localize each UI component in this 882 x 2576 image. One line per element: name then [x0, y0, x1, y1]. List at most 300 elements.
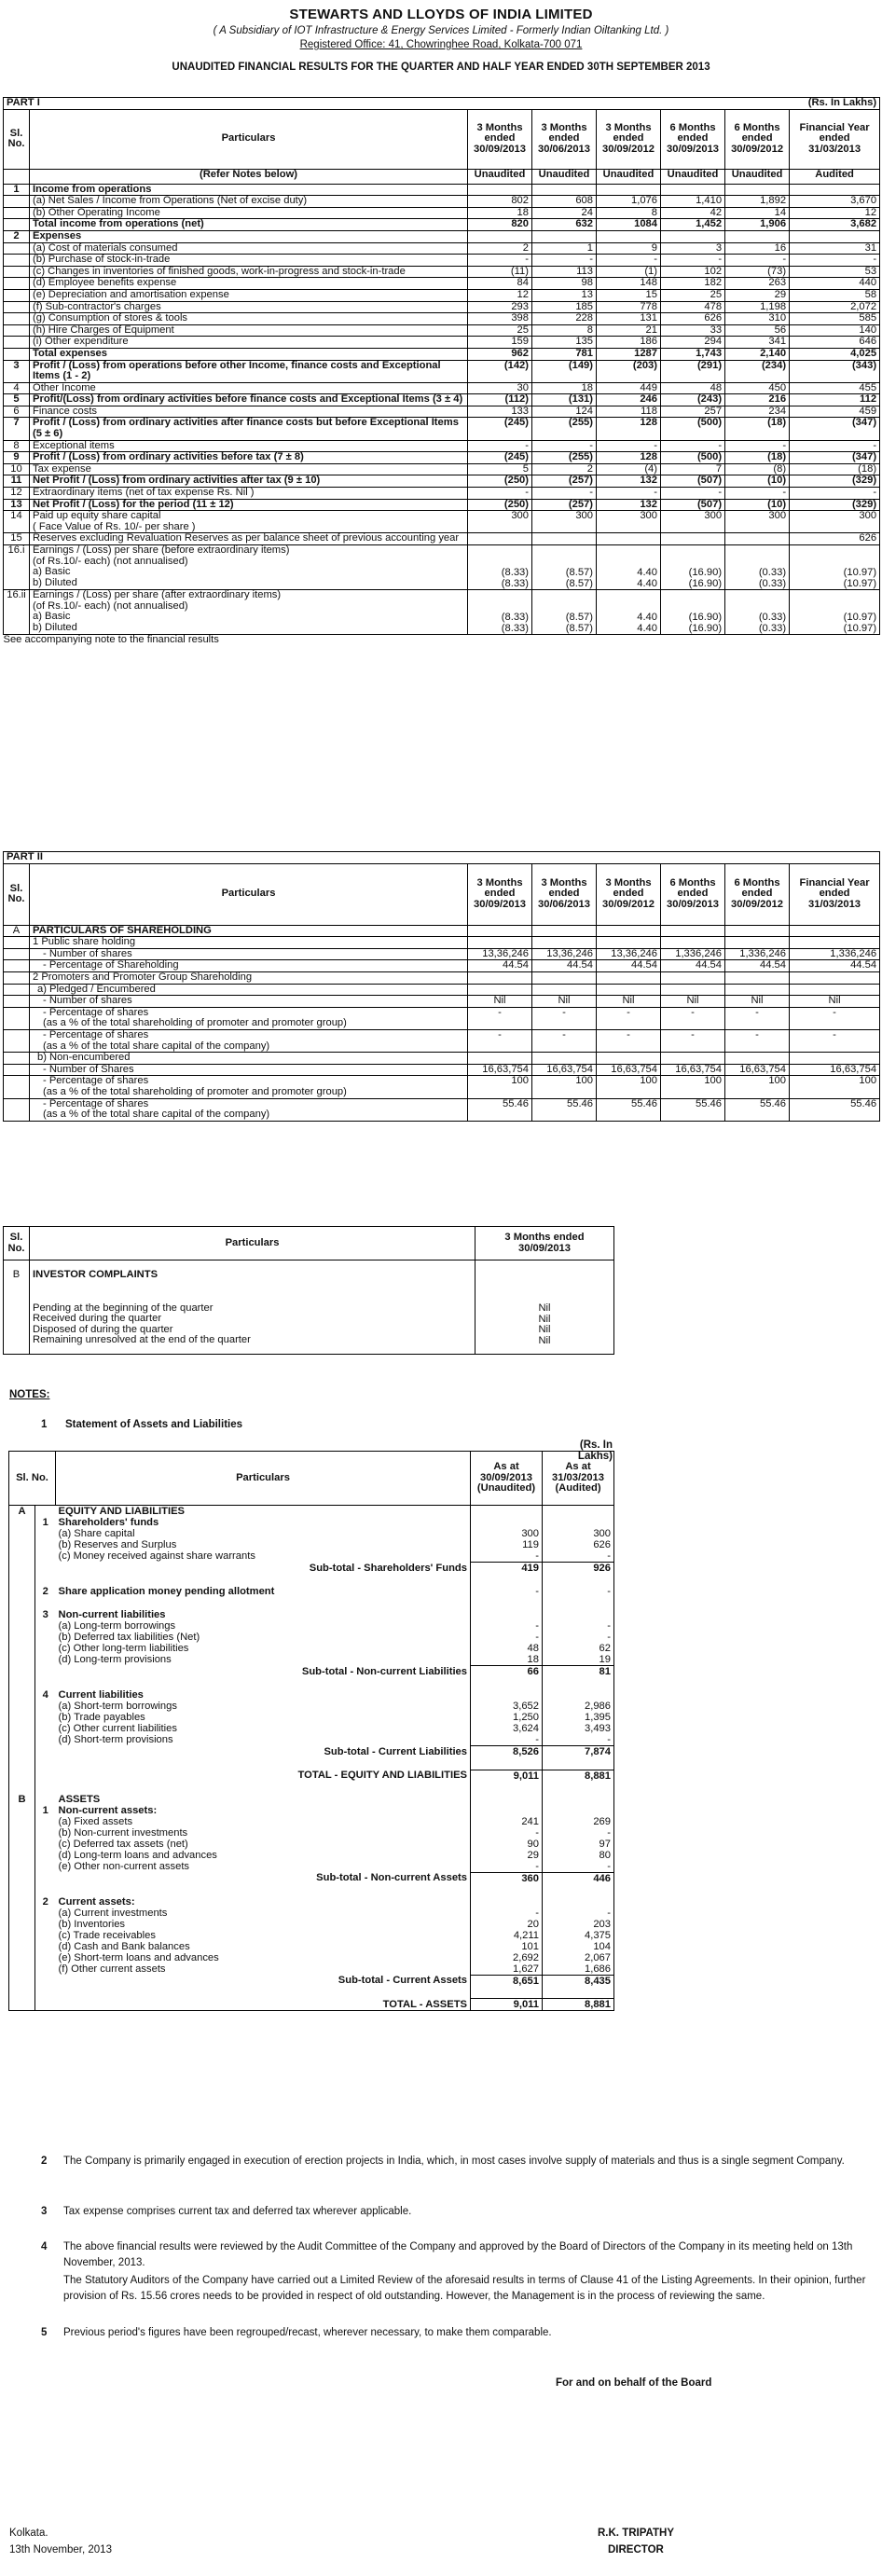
row-value — [725, 533, 790, 545]
bs-subsection — [35, 1839, 56, 1850]
bs-particulars: (d) Long-term loans and advances — [58, 1849, 217, 1861]
bs-row — [9, 1987, 614, 1999]
row-value: 133 — [468, 406, 532, 418]
row-value: (257) — [532, 475, 597, 488]
row-sl: 3 — [4, 360, 30, 382]
bs-particulars: (b) Trade payables — [58, 1712, 145, 1723]
row-value: 4.40 4.40 — [597, 590, 661, 635]
note-2-text: The Company is primarily engaged in execution of erection projects in India, which, in most cases involve supply of materials and thus is a single segment Company. — [63, 2156, 845, 2167]
bs-row — [9, 1528, 614, 1539]
bs-value-previous: 80 — [543, 1850, 614, 1861]
bs-value-previous: 8,881 — [543, 1999, 614, 2011]
bs-value-current: 360 — [471, 1872, 543, 1884]
note-4-text-a: The above financial results were reviewed by the Audit Committee of the Company and approved by the Board of Directors of the Company in its meeting held on 13th November, 2013. — [63, 2241, 853, 2268]
bs-particulars: EQUITY AND LIABILITIES — [58, 1506, 186, 1517]
bs-value-current — [471, 1574, 543, 1586]
bs-row — [9, 1597, 614, 1609]
complaint-label: Received during the quarter — [33, 1313, 162, 1325]
bs-row — [9, 1539, 614, 1550]
row-value: - — [597, 488, 661, 500]
row-value: 459 — [790, 406, 880, 418]
bs-subsection — [35, 1563, 56, 1575]
bs-value-current: - — [471, 1734, 543, 1746]
bs-value-previous — [543, 1987, 614, 1999]
row-value — [725, 1053, 790, 1065]
part-2-row — [4, 1064, 880, 1076]
bs-subsection — [35, 1550, 56, 1563]
row-value: 216 — [725, 394, 790, 406]
row-value: - — [597, 440, 661, 452]
row-value: 2,072 — [790, 301, 880, 313]
bs-value-current — [471, 1896, 543, 1908]
part-2-row — [4, 1007, 880, 1029]
row-value — [532, 533, 597, 545]
row-sl — [4, 948, 30, 960]
bs-section — [9, 1908, 35, 1919]
row-value: (0.33) (0.33) — [725, 545, 790, 590]
row-sl: 2 — [4, 230, 30, 242]
bs-value-previous — [543, 1517, 614, 1528]
row-value: - — [790, 1007, 880, 1029]
part-1-row — [4, 511, 880, 533]
row-particulars: Net Profit / (Loss) for the period (11 ± 12) — [30, 499, 468, 511]
row-value: 131 — [597, 313, 661, 325]
inv-col-particulars: Particulars — [30, 1227, 475, 1260]
status-3: Unaudited — [597, 169, 661, 184]
part-1-row — [4, 230, 880, 242]
row-particulars: (h) Hire Charges of Equipment — [30, 324, 468, 337]
row-sl — [4, 337, 30, 349]
bs-subsection — [35, 1746, 56, 1758]
row-value: 159 — [468, 337, 532, 349]
bs-row — [9, 1574, 614, 1586]
row-value — [532, 937, 597, 949]
row-value: 1,906 — [725, 219, 790, 231]
row-value: (73) — [725, 266, 790, 278]
row-value: 100 — [532, 1076, 597, 1098]
row-particulars: Exceptional items — [30, 440, 468, 452]
bs-section — [9, 1677, 35, 1689]
bs-value-previous: 2,067 — [543, 1952, 614, 1963]
bs-subsection — [35, 1908, 56, 1919]
bs-subsection — [35, 1734, 56, 1746]
row-value: (329) — [790, 499, 880, 511]
row-value: 84 — [468, 278, 532, 290]
row-value — [597, 971, 661, 984]
col-header-3: 3 Months ended 30/09/2012 — [597, 109, 661, 169]
row-value — [532, 184, 597, 196]
row-value: - — [661, 488, 725, 500]
row-value: 257 — [661, 406, 725, 418]
bs-subsection — [35, 1782, 56, 1794]
bs-subsection — [35, 1632, 56, 1643]
row-value: 124 — [532, 406, 597, 418]
row-value: 300 — [725, 511, 790, 533]
bs-value-previous: 626 — [543, 1539, 614, 1550]
row-value: 128 — [597, 418, 661, 440]
row-value: 2 — [532, 463, 597, 475]
note-1-number: 1 — [41, 1419, 48, 1430]
row-value: 44.54 — [532, 960, 597, 972]
bs-row — [9, 1839, 614, 1850]
bs-section — [9, 1632, 35, 1643]
bs-section — [9, 1827, 35, 1839]
bs-value-current: 1,250 — [471, 1712, 543, 1723]
row-value — [725, 971, 790, 984]
bs-particulars: Sub-total - Non-current Assets — [316, 1872, 467, 1883]
bs-row — [9, 1550, 614, 1563]
bs-col-1: As at 30/09/2013 (Unaudited) — [471, 1452, 543, 1506]
row-value: 1,336,246 — [661, 948, 725, 960]
bs-subsection — [35, 1861, 56, 1873]
note-5-number: 5 — [41, 2327, 48, 2338]
col-header-1: 3 Months ended 30/09/2013 — [468, 109, 532, 169]
bs-value-previous: 2,986 — [543, 1701, 614, 1712]
bs-particulars — [56, 1782, 471, 1794]
row-value: - — [532, 1007, 597, 1029]
bs-row — [9, 1827, 614, 1839]
row-value: 55.46 — [597, 1098, 661, 1121]
row-value: - — [532, 440, 597, 452]
row-value: 1,336,246 — [790, 948, 880, 960]
bs-row — [9, 1963, 614, 1976]
row-value: 1 — [532, 242, 597, 255]
row-value: - — [468, 255, 532, 267]
row-value: 228 — [532, 313, 597, 325]
complaint-label: Remaining unresolved at the end of the quarter — [33, 1334, 251, 1346]
row-sl — [4, 1064, 30, 1076]
col-particulars-header: Particulars — [30, 109, 468, 169]
bs-particulars: (b) Reserves and Surplus — [58, 1539, 177, 1550]
bs-row — [9, 1734, 614, 1746]
row-value — [661, 971, 725, 984]
part-1-row — [4, 590, 880, 635]
row-particulars: Net Profit / (Loss) from ordinary activities after tax (9 ± 10) — [30, 475, 468, 488]
bs-section — [9, 1666, 35, 1678]
bs-section — [9, 1975, 35, 1987]
part-1-row — [4, 266, 880, 278]
row-sl — [4, 289, 30, 301]
p2-col-sl-header: Sl. No. — [4, 863, 30, 925]
part-1-row — [4, 488, 880, 500]
bs-particulars — [56, 1597, 471, 1609]
part-1-section — [0, 97, 882, 646]
bs-row — [9, 1746, 614, 1758]
bs-value-previous: 1,395 — [543, 1712, 614, 1723]
bs-value-current: 3,652 — [471, 1701, 543, 1712]
row-value: 585 — [790, 313, 880, 325]
bs-subsection — [35, 1677, 56, 1689]
row-value: 294 — [661, 337, 725, 349]
bs-value-current: - — [471, 1632, 543, 1643]
row-value: 1,336,246 — [725, 948, 790, 960]
row-value — [597, 184, 661, 196]
row-value: - — [532, 255, 597, 267]
status-1: Unaudited — [468, 169, 532, 184]
row-value: 3,682 — [790, 219, 880, 231]
bs-value-current — [471, 1517, 543, 1528]
bs-row — [9, 1770, 614, 1782]
row-value — [468, 230, 532, 242]
complaint-value: Nil — [538, 1334, 551, 1346]
bs-value-previous — [543, 1506, 614, 1518]
bs-value-previous: 203 — [543, 1919, 614, 1930]
row-value: (10.97) (10.97) — [790, 590, 880, 635]
bs-value-previous: 81 — [543, 1666, 614, 1678]
bs-section — [9, 1517, 35, 1528]
row-value: 2 — [468, 242, 532, 255]
notes-heading: NOTES: — [9, 1389, 50, 1400]
row-value: - — [725, 1029, 790, 1052]
p2-col-header-2: 3 Months ended 30/06/2013 — [532, 863, 597, 925]
bs-value-previous: 4,375 — [543, 1930, 614, 1941]
bs-section — [9, 1850, 35, 1861]
row-value: (343) — [790, 360, 880, 382]
row-value: 1,076 — [597, 196, 661, 208]
bs-row — [9, 1908, 614, 1919]
row-value — [661, 937, 725, 949]
bs-particulars: (b) Non-current investments — [58, 1826, 188, 1839]
row-value: (243) — [661, 394, 725, 406]
bs-subsection — [35, 1794, 56, 1805]
bs-subsection — [35, 1952, 56, 1963]
bs-row — [9, 1930, 614, 1941]
row-value: 293 — [468, 301, 532, 313]
row-value: 48 — [661, 382, 725, 394]
bs-subsection — [35, 1975, 56, 1987]
col-header-4: 6 Months ended 30/09/2013 — [661, 109, 725, 169]
row-value: 44.54 — [597, 960, 661, 972]
row-value: (329) — [790, 475, 880, 488]
bs-value-current: - — [471, 1908, 543, 1919]
bs-row — [9, 1563, 614, 1575]
row-value: 1084 — [597, 219, 661, 231]
row-value: (245) — [468, 452, 532, 464]
row-value: 55.46 — [725, 1098, 790, 1121]
row-particulars: Income from operations — [30, 184, 468, 196]
bs-value-current — [471, 1794, 543, 1805]
row-value: (10) — [725, 499, 790, 511]
row-value: 55.46 — [468, 1098, 532, 1121]
inv-section-letter: B — [4, 1260, 30, 1355]
bs-value-current: 1,627 — [471, 1963, 543, 1976]
inv-col-sl: Sl. No. — [4, 1227, 30, 1260]
row-sl: 1 — [4, 184, 30, 196]
row-particulars: Profit / (Loss) from operations before other Income, finance costs and Exceptional Items (1 - 2) — [30, 360, 468, 382]
row-particulars: a) Pledged / Encumbered — [30, 984, 468, 996]
row-value: (0.33) (0.33) — [725, 590, 790, 635]
row-value — [597, 533, 661, 545]
row-value: 9 — [597, 242, 661, 255]
status-4: Unaudited — [661, 169, 725, 184]
row-value — [532, 230, 597, 242]
row-value: (18) — [725, 452, 790, 464]
part-1-row — [4, 278, 880, 290]
row-value: - — [725, 255, 790, 267]
row-value: 781 — [532, 348, 597, 360]
row-value: (8.57) (8.57) — [532, 545, 597, 590]
bs-subsection: 1 — [42, 1804, 48, 1816]
bs-row — [9, 1975, 614, 1987]
p2-col-particulars-header: Particulars — [30, 863, 468, 925]
document-header — [0, 0, 882, 73]
bs-particulars: Share application money pending allotment — [58, 1586, 275, 1597]
row-particulars: Reserves excluding Revaluation Reserves as per balance sheet of previous accounting year — [30, 533, 468, 545]
row-particulars: Profit / (Loss) from ordinary activities before tax (7 ± 8) — [30, 452, 468, 464]
bs-particulars: TOTAL - ASSETS — [382, 1998, 467, 2010]
row-sl: 5 — [4, 394, 30, 406]
signatory-designation: DIRECTOR — [608, 2544, 664, 2555]
row-value: 341 — [725, 337, 790, 349]
row-value: 185 — [532, 301, 597, 313]
bs-subsection — [35, 1987, 56, 1999]
row-sl: 11 — [4, 475, 30, 488]
row-value: - — [597, 1029, 661, 1052]
row-value: - — [661, 1029, 725, 1052]
row-particulars: - Number of shares — [30, 948, 468, 960]
row-particulars: Profit / (Loss) from ordinary activities after finance costs but before Exceptional Items (5 ± 6) — [30, 418, 468, 440]
bs-value-current: - — [471, 1620, 543, 1632]
bs-value-current — [471, 1782, 543, 1794]
row-value: 16,63,754 — [532, 1064, 597, 1076]
part-1-row — [4, 255, 880, 267]
row-sl: 16.i — [4, 545, 30, 590]
bs-particulars — [56, 1757, 471, 1770]
bs-value-current: - — [471, 1861, 543, 1873]
bs-value-current: 300 — [471, 1528, 543, 1539]
row-value — [661, 984, 725, 996]
bs-subsection — [35, 1539, 56, 1550]
row-sl — [4, 960, 30, 972]
bs-value-current — [471, 1677, 543, 1689]
bs-section — [9, 1757, 35, 1770]
row-value: (18) — [790, 463, 880, 475]
inv-section-title: INVESTOR COMPLAINTS — [33, 1269, 158, 1280]
bs-particulars — [56, 1987, 471, 1999]
part-1-label: PART I — [4, 98, 725, 110]
row-value: 802 — [468, 196, 532, 208]
row-value: (245) — [468, 418, 532, 440]
bs-particulars: Current liabilities — [58, 1689, 144, 1701]
part-2-row — [4, 984, 880, 996]
part-2-row — [4, 937, 880, 949]
bs-particulars — [56, 1884, 471, 1896]
col-header-5: 6 Months ended 30/09/2012 — [725, 109, 790, 169]
row-value: 820 — [468, 219, 532, 231]
row-particulars: (b) Other Operating Income — [30, 207, 468, 219]
row-value — [790, 971, 880, 984]
row-value: 29 — [725, 289, 790, 301]
bs-value-previous — [543, 1805, 614, 1816]
bs-row — [9, 1861, 614, 1873]
bs-section — [9, 1654, 35, 1666]
part-1-row — [4, 196, 880, 208]
bs-subsection — [35, 1770, 56, 1782]
row-value: (255) — [532, 418, 597, 440]
part-2-row — [4, 996, 880, 1008]
bs-value-current: 2,692 — [471, 1952, 543, 1963]
note-3-text: Tax expense comprises current tax and deferred tax wherever applicable. — [63, 2206, 412, 2217]
note-1-title: Statement of Assets and Liabilities — [65, 1419, 243, 1430]
bs-subsection: 2 — [42, 1586, 48, 1597]
bs-row — [9, 1782, 614, 1794]
bs-value-previous: 97 — [543, 1839, 614, 1850]
row-value: 16,63,754 — [597, 1064, 661, 1076]
row-value — [468, 1053, 532, 1065]
row-value: (4) — [597, 463, 661, 475]
row-value — [468, 971, 532, 984]
bs-section — [9, 1952, 35, 1963]
bs-value-current: - — [471, 1586, 543, 1597]
bs-value-current — [471, 1757, 543, 1770]
part-1-row — [4, 360, 880, 382]
bs-value-previous: 7,874 — [543, 1746, 614, 1758]
row-value: 608 — [532, 196, 597, 208]
bs-row — [9, 1723, 614, 1734]
p2-col-header-1: 3 Months ended 30/09/2013 — [468, 863, 532, 925]
bs-value-previous: 269 — [543, 1816, 614, 1827]
row-value — [468, 937, 532, 949]
part-1-row — [4, 382, 880, 394]
row-value — [597, 1053, 661, 1065]
row-value: - — [790, 440, 880, 452]
part-1-row — [4, 440, 880, 452]
bs-particulars — [56, 1677, 471, 1689]
bs-particulars — [56, 1574, 471, 1586]
row-value: - — [532, 1029, 597, 1052]
row-value: (131) — [532, 394, 597, 406]
bs-row — [9, 1999, 614, 2011]
row-value — [468, 533, 532, 545]
bs-particulars: Non-current assets: — [58, 1804, 158, 1816]
bs-section — [9, 1861, 35, 1873]
bs-subsection — [35, 1963, 56, 1976]
row-value: Nil — [661, 996, 725, 1008]
bs-section — [9, 1884, 35, 1896]
row-value: 3,670 — [790, 196, 880, 208]
bs-particulars: (a) Long-term borrowings — [58, 1620, 176, 1632]
bs-value-current: 119 — [471, 1539, 543, 1550]
part-2-row — [4, 925, 880, 937]
row-value: 21 — [597, 324, 661, 337]
row-value: 18 — [532, 382, 597, 394]
row-value: 234 — [725, 406, 790, 418]
bs-section — [9, 1872, 35, 1884]
row-sl — [4, 971, 30, 984]
bs-subsection — [35, 1528, 56, 1539]
bs-section: B — [9, 1794, 35, 1805]
row-value — [725, 984, 790, 996]
bs-subsection — [35, 1597, 56, 1609]
row-sl — [4, 1076, 30, 1098]
bs-row — [9, 1884, 614, 1896]
bs-particulars: (c) Trade receivables — [58, 1929, 156, 1941]
bs-subsection — [35, 1919, 56, 1930]
row-particulars: Other Income — [30, 382, 468, 394]
row-value: Nil — [790, 996, 880, 1008]
bs-subsection — [35, 1884, 56, 1896]
part-1-row — [4, 207, 880, 219]
bs-row — [9, 1952, 614, 1963]
bs-subsection — [35, 1827, 56, 1839]
bs-subsection — [35, 1620, 56, 1632]
row-value — [661, 230, 725, 242]
row-value — [790, 1053, 880, 1065]
row-sl: 13 — [4, 499, 30, 511]
bs-value-previous: 8,881 — [543, 1770, 614, 1782]
row-value: Nil — [725, 996, 790, 1008]
row-value — [468, 184, 532, 196]
